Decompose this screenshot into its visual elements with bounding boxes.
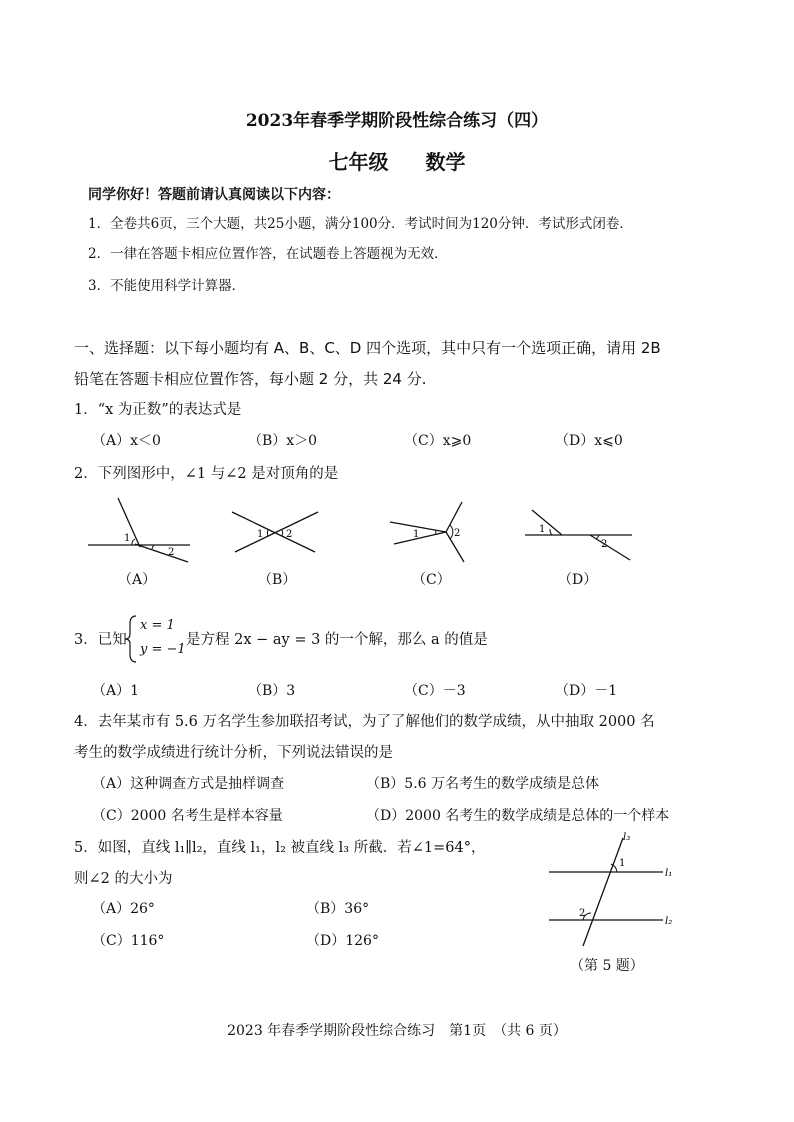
instruction-item: 2．一律在答题卡相应位置作答，在试题卷上答题视为无效． <box>88 246 448 262</box>
q3-prefix: 3．已知 <box>74 632 127 648</box>
q2-c-label-2: 2 <box>454 528 461 539</box>
q3-equation-2: y = −1 <box>140 642 186 657</box>
q2-d-label-1: 1 <box>539 524 546 535</box>
q2-c-label-1: 1 <box>413 529 420 540</box>
section1-heading-line2: 铅笔在答题卡相应位置作答，每小题 2 分，共 24 分. <box>74 370 427 388</box>
q3-option-b: （B）3 <box>248 683 296 699</box>
q4-stem-line2: 考生的数学成绩进行统计分析，下列说法错误的是 <box>74 745 393 761</box>
q5-option-a: （A）26° <box>92 901 155 917</box>
q2-figures <box>80 492 720 572</box>
q5-figure-caption: （第 5 题） <box>570 958 644 974</box>
q3-option-d: （D）－1 <box>555 683 618 699</box>
instruction-item: 1．全卷共6页，三个大题，共25小题，满分100分．考试时间为120分钟．考试形式闭卷． <box>88 216 633 232</box>
q2-a-label-1: 1 <box>124 533 131 544</box>
exam-title: 2023年春季学期阶段性综合练习（四） <box>245 111 549 131</box>
q4-option-b: （B）5.6 万名考生的数学成绩是总体 <box>366 776 600 792</box>
q4-stem-line1: 4．去年某市有 5.6 万名学生参加联招考试，为了了解他们的数学成绩，从中抽取 2000 名 <box>74 714 655 730</box>
q3-suffix: 是方程 2x − ay = 3 的一个解，那么 a 的值是 <box>186 632 488 648</box>
q3-brace <box>124 614 138 664</box>
q5-figure <box>545 828 685 950</box>
q3-equation-1: x = 1 <box>140 618 175 633</box>
q5-label-l3: l₃ <box>623 832 631 843</box>
q2-a-label-2: 2 <box>168 547 175 558</box>
q4-option-d: （D）2000 名考生的数学成绩是总体的一个样本 <box>366 808 670 824</box>
q2-figure-a <box>88 498 190 562</box>
q2-b-label-2: 2 <box>286 529 293 540</box>
exam-subtitle <box>0 146 794 175</box>
grade-label: 七年级 <box>328 150 389 174</box>
q5-option-d: （D）126° <box>306 933 379 949</box>
q1-option-b: （B）x＞0 <box>248 433 318 449</box>
section1-heading-line1: 一、选择题：以下每小题均有 A、B、C、D 四个选项，其中只有一个选项正确，请用 2B <box>74 339 661 357</box>
q5-option-c: （C）116° <box>92 933 165 949</box>
q5-option-b: （B）36° <box>306 901 370 917</box>
q4-option-c: （C）2000 名考生是样本容量 <box>92 808 283 824</box>
q2-d-label-2: 2 <box>601 539 608 550</box>
q4-option-a: （A）这种调查方式是抽样调查 <box>92 776 285 792</box>
q2-figure-c <box>390 502 464 562</box>
q2-caption-c: （C） <box>412 572 451 588</box>
q5-stem-line2: 则∠2 的大小为 <box>74 871 173 887</box>
instruction-item: 3．不能使用科学计算器． <box>88 278 246 294</box>
q2-stem: 2．下列图形中，∠1 与∠2 是对顶角的是 <box>74 466 339 482</box>
q1-option-a: （A）x＜0 <box>92 433 161 449</box>
q5-stem-line1: 5．如图，直线 l₁∥l₂，直线 l₁，l₂ 被直线 l₃ 所截．若∠1=64°， <box>74 840 486 856</box>
subject-label: 数学 <box>425 150 466 174</box>
q5-label-l1: l₁ <box>665 868 673 879</box>
q2-b-label-1: 1 <box>257 529 264 540</box>
q2-figure-b <box>232 512 318 552</box>
q1-option-c: （C）x⩾0 <box>404 433 472 449</box>
q3-option-c: （C）－3 <box>404 683 466 699</box>
q1-option-d: （D）x⩽0 <box>555 433 623 449</box>
q5-label-angle2: 2 <box>579 908 586 919</box>
q5-label-angle1: 1 <box>619 858 626 869</box>
q2-figure-d <box>525 510 632 560</box>
q2-caption-a: （A） <box>118 572 157 588</box>
q3-option-a: （A）1 <box>92 683 140 699</box>
q2-caption-d: （D） <box>558 572 598 588</box>
instructions-greeting: 同学你好！答题前请认真阅读以下内容： <box>88 187 340 203</box>
q2-caption-b: （B） <box>258 572 297 588</box>
q1-stem: 1．“x 为正数”的表达式是 <box>74 402 242 418</box>
q5-label-l2: l₂ <box>665 916 673 927</box>
page-footer: 2023 年春季学期阶段性综合练习 第1页 （共 6 页） <box>227 1023 567 1039</box>
